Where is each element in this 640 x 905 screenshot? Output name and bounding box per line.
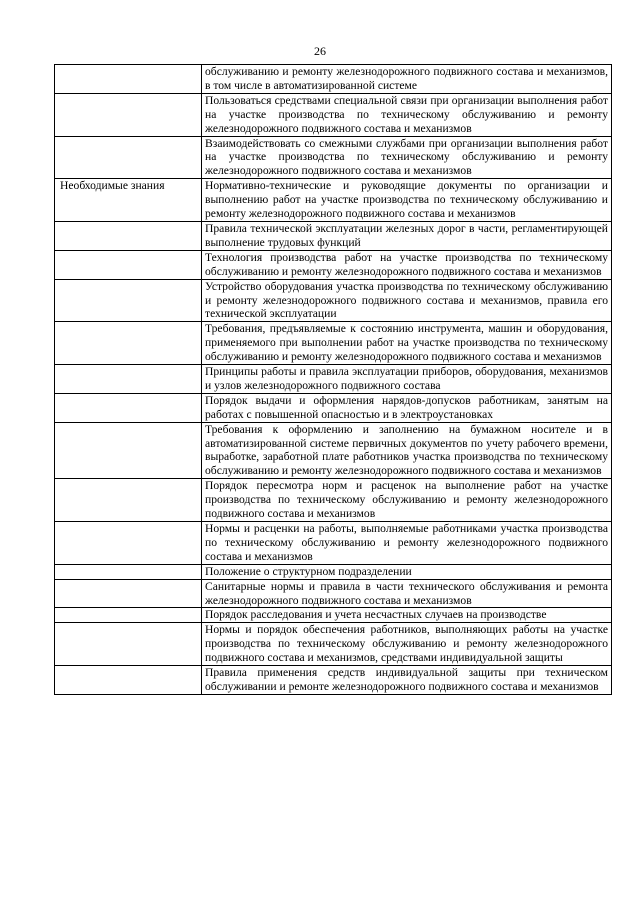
row-label [55, 579, 202, 608]
table-row [55, 221, 612, 250]
row-text: Санитарные нормы и правила в части технического обслуживания и ремонта железнодорожного подвижного состава и механизмов [202, 579, 612, 608]
row-label [55, 623, 202, 666]
row-label [55, 393, 202, 422]
table-row [55, 93, 612, 136]
table-row [55, 365, 612, 394]
row-text: Порядок выдачи и оформления нарядов-допусков работникам, занятым на работах с повышенной опасностью и в электроустановках [202, 393, 612, 422]
row-label [55, 422, 202, 479]
row-label [55, 564, 202, 579]
row-text: Технология производства работ на участке производства по техническому обслуживанию и ремонту железнодорожного подвижного состава и механизмов [202, 250, 612, 279]
row-label [55, 65, 202, 94]
table-row [55, 322, 612, 365]
row-text: Правила технической эксплуатации железных дорог в части, регламентирующей выполнение трудовых функций [202, 221, 612, 250]
row-label [55, 365, 202, 394]
table-row [55, 179, 612, 222]
table-row [55, 479, 612, 522]
table-row [55, 608, 612, 623]
row-text: Нормативно-технические и руководящие документы по организации и выполнению работ на участке производства по техническому обслуживанию и ремонту железнодорожного подвижного состава и механизмов [202, 179, 612, 222]
row-text: Порядок расследования и учета несчастных случаев на производстве [202, 608, 612, 623]
requirements-table [54, 64, 612, 695]
row-label [55, 608, 202, 623]
row-label [55, 279, 202, 322]
table-row [55, 522, 612, 565]
row-text: Принципы работы и правила эксплуатации приборов, оборудования, механизмов и узлов железнодорожного подвижного состава [202, 365, 612, 394]
table-row [55, 422, 612, 479]
table-row [55, 564, 612, 579]
row-label [55, 250, 202, 279]
row-text: Порядок пересмотра норм и расценок на выполнение работ на участке производства по техническому обслуживанию и ремонту железнодорожного подвижного состава и механизмов [202, 479, 612, 522]
row-label [55, 93, 202, 136]
row-label [55, 666, 202, 695]
row-text: Пользоваться средствами специальной связи при организации выполнения работ на участке производства по техническому обслуживанию и ремонту железнодорожного подвижного состава и механизмов [202, 93, 612, 136]
table-row [55, 666, 612, 695]
row-text: Нормы и расценки на работы, выполняемые работниками участка производства по техническому обслуживанию и ремонту железнодорожного подвижного состава и механизмов [202, 522, 612, 565]
row-text: Устройство оборудования участка производства по техническому обслуживанию и ремонту железнодорожного подвижного состава и механизмов, правила его технической эксплуатации [202, 279, 612, 322]
row-label [55, 136, 202, 179]
row-text: Требования, предъявляемые к состоянию инструмента, машин и оборудования, применяемого при выполнении работ на участке производства по техническому обслуживанию и ремонту железнодорожного подвижного состава и механизмов [202, 322, 612, 365]
row-text: Требования к оформлению и заполнению на бумажном носителе и в автоматизированной системе первичных документов по учету рабочего времени, выработке, заработной плате работников участка производства по техническому обслуживанию и ремонту железнодорожного подвижного состава и механизмов [202, 422, 612, 479]
table-row [55, 250, 612, 279]
table-row [55, 579, 612, 608]
row-label [55, 522, 202, 565]
knowledge-section-label: Необходимые знания [55, 179, 202, 222]
table-row [55, 65, 612, 94]
row-text: Правила применения средств индивидуальной защиты при техническом обслуживании и ремонте железнодорожного подвижного состава и механизмов [202, 666, 612, 695]
row-text: Нормы и порядок обеспечения работников, выполняющих работы на участке производства по техническому обслуживанию и ремонту железнодорожного подвижного состава и механизмов, средствами индивидуальной защиты [202, 623, 612, 666]
row-text: обслуживанию и ремонту железнодорожного подвижного состава и механизмов, в том числе в автоматизированной системе [202, 65, 612, 94]
table-row [55, 279, 612, 322]
table-row [55, 623, 612, 666]
row-label [55, 479, 202, 522]
row-label [55, 221, 202, 250]
table-row [55, 393, 612, 422]
page-number: 26 [314, 44, 326, 58]
row-label [55, 322, 202, 365]
row-text: Взаимодействовать со смежными службами при организации выполнения работ на участке производства по техническому обслуживанию и ремонту железнодорожного подвижного состава и механизмов [202, 136, 612, 179]
table-row [55, 136, 612, 179]
row-text: Положение о структурном подразделении [202, 564, 612, 579]
